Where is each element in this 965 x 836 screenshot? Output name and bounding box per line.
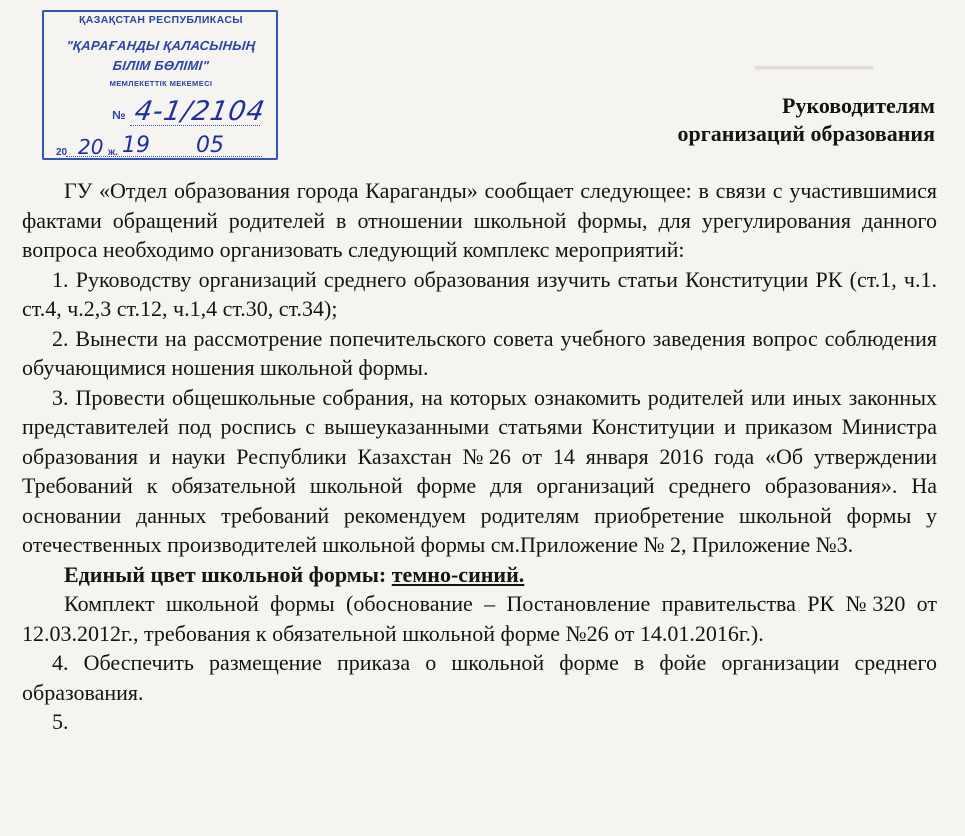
uniform-color-value: темно-синий. (391, 561, 525, 587)
stamp-date-underline (66, 156, 262, 157)
list-item-2: 2. Вынести на рассмотрение попечительского совета учебного заведения вопрос соблюдения обучающимися ношения школьной формы. (22, 325, 937, 380)
list-item-5: 5. (52, 709, 69, 734)
addressee-line-1: Руководителям (782, 93, 935, 118)
stamp-number-value: 4-1/2104 (132, 96, 268, 127)
stamp-line-3: БІЛІМ БӨЛІМІ" (112, 58, 210, 73)
stamp-line-2: "ҚАРАҒАНДЫ ҚАЛАСЫНЫҢ (65, 38, 257, 53)
stamp-date-month: 05 (196, 133, 224, 158)
addressee-block (678, 92, 935, 148)
list-item-1: 1. Руководству организаций среднего образования изучить статьи Конституции РК (ст.1, ч.1. ст.4, ч.2,3 ст.12, ч.1,4 ст.30, ст.34); (22, 266, 937, 321)
intro-paragraph: ГУ «Отдел образования города Караганды» сообщает следующее: в связи с участившимися фактами обращений родителей в отношении школьной формы, для урегулирования данного вопроса необходимо организовать следующий комплекс мероприятий: (22, 178, 937, 262)
uniform-kit-paragraph: Комплект школьной формы (обоснование – Постановление правительства РК №320 от 12.03.2012г., требования к обязательной школьной форме №26 от 14.01.2016г.). (22, 591, 937, 646)
uniform-color-label: Единый цвет школьной формы: (64, 561, 392, 587)
stamp-date-prefix: 20 (56, 147, 68, 158)
letter-body (22, 176, 937, 734)
list-item-3: 3. Провести общешкольные собрания, на которых ознакомить родителей или иных законных представителей под роспись с вышеуказанными статьями Конституции и приказом Министра образования и науки Республики Казахстан №26 от 14 января 2016 года «Об утверждении Требований к обязательной школьной форме для организаций среднего образования». На основании данных требований рекомендуем родителям приобретение школьной формы у отечественных производителей школьной формы см.Приложение № 2, Приложение №3. (22, 384, 937, 557)
bleed-through-mark: ▁▁▁▁▁▁▁ (755, 44, 874, 69)
uniform-color-line (22, 560, 937, 590)
stamp-date-year-suffix: ж. (108, 147, 118, 158)
stamp-number-label: № (112, 108, 126, 122)
addressee-line-2: организаций образования (677, 121, 935, 146)
list-item-4: 4. Обеспечить размещение приказа о школьной форме в фойе организации среднего образования. (22, 650, 937, 705)
stamp-line-4: МЕМЛЕКЕТТІК МЕКЕМЕСІ (109, 79, 213, 88)
stamp-date-day: 19 (122, 133, 150, 158)
stamp-date-year: 20 (78, 135, 104, 159)
registration-stamp (20, 8, 268, 160)
stamp-line-1: ҚАЗАҚСТАН РЕСПУБЛИКАСЫ (79, 14, 243, 26)
